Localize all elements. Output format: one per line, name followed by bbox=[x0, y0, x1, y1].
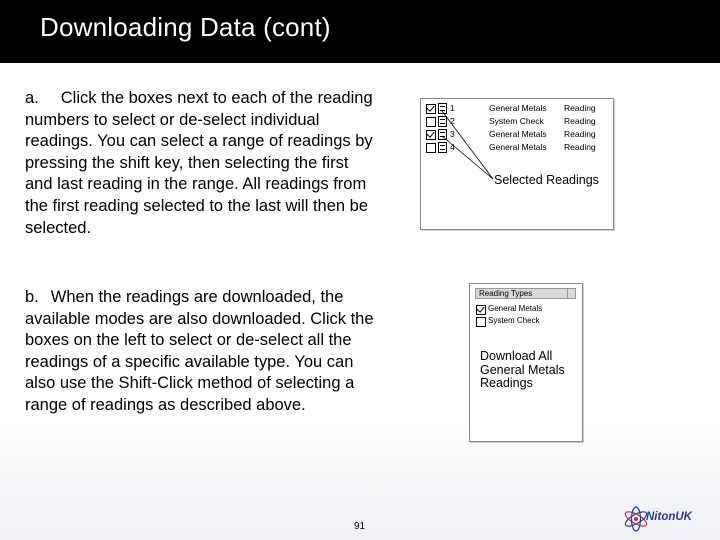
selected-readings-callout: Selected Readings bbox=[494, 173, 599, 187]
slide-title: Downloading Data (cont) bbox=[40, 12, 331, 42]
reading-mode: Reading bbox=[564, 103, 596, 113]
callout-leader-lines bbox=[421, 99, 613, 229]
paragraph-a bbox=[25, 88, 380, 239]
readings-screenshot bbox=[420, 98, 614, 230]
reading-type: General Metals bbox=[489, 129, 547, 139]
reading-number: 4 bbox=[450, 142, 455, 152]
paragraph-b-text: When the readings are downloaded, the available modes are also downloaded. Click the boxes on the left to select or de-select all the readings of a specific available type. You can also use the Shift-Click method of selecting a range of readings as described above. bbox=[25, 288, 374, 414]
reading-type: System Check bbox=[489, 116, 544, 126]
paragraph-a-label: a. bbox=[25, 89, 39, 107]
reading-mode: Reading bbox=[564, 116, 596, 126]
paragraph-b-label: b. bbox=[25, 288, 39, 306]
reading-types-header: Reading Types bbox=[475, 288, 571, 299]
reading-type: General Metals bbox=[489, 103, 547, 113]
logo-text: NitonUK bbox=[646, 511, 692, 523]
reading-number: 3 bbox=[450, 129, 455, 139]
header-resize-handle[interactable] bbox=[567, 288, 576, 299]
reading-mode: Reading bbox=[564, 129, 596, 139]
reading-number: 2 bbox=[450, 116, 455, 126]
general-metals-checkbox[interactable] bbox=[476, 305, 486, 315]
reading-mode: Reading bbox=[564, 142, 596, 152]
reading-type-label: System Check bbox=[488, 316, 540, 325]
page-number: 91 bbox=[354, 521, 366, 532]
niton-uk-logo bbox=[622, 497, 714, 537]
reading-type: General Metals bbox=[489, 142, 547, 152]
reading-number: 1 bbox=[450, 103, 455, 113]
download-all-callout: Download All General Metals Readings bbox=[480, 349, 565, 390]
system-check-checkbox[interactable] bbox=[476, 317, 486, 327]
title-bar bbox=[0, 0, 720, 63]
paragraph-b bbox=[25, 287, 380, 417]
reading-type-label: General Metals bbox=[488, 304, 543, 313]
paragraph-a-text: Click the boxes next to each of the reading numbers to select or de-select individual readings. You can select a range of readings by pressing the shift key, then selecting the first and last reading in the range. All readings from the first reading selected to the last will then be selected. bbox=[25, 89, 373, 237]
reading-types-screenshot bbox=[469, 283, 583, 442]
